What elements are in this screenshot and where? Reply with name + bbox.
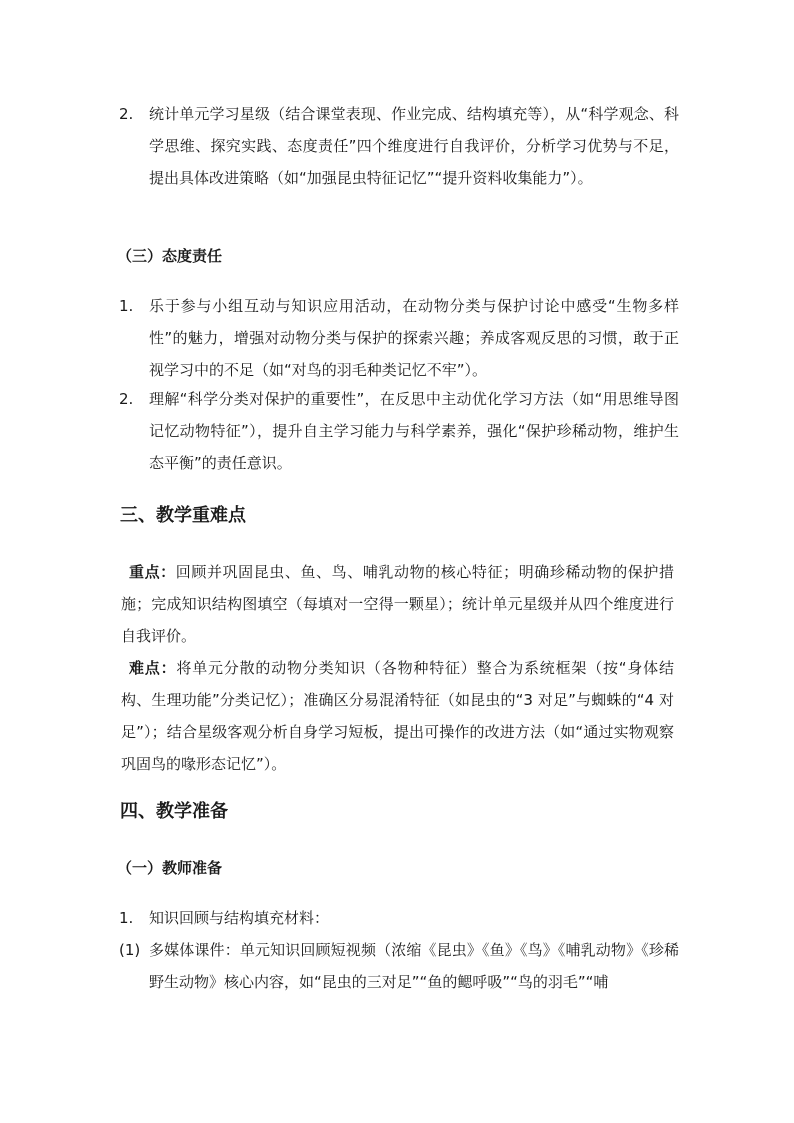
list-number: 1.	[119, 909, 134, 927]
difficult-points-paragraph	[121, 652, 674, 780]
list-item	[119, 902, 679, 934]
subsection-heading-attitude: （三）态度责任	[117, 247, 223, 265]
list-text: 理解“科学分类对保护的重要性”，在反思中主动优化学习方法（如“用思维导图记忆动物特征”），提升自主学习能力与科学素养，强化“保护珍稀动物，维护生态平衡”的责任意识。	[149, 390, 679, 472]
list-number: 2.	[119, 105, 134, 123]
section-heading-key-difficult: 三、教学重难点	[120, 505, 246, 526]
key-points-label: 重点：	[129, 563, 176, 581]
list-item	[119, 290, 679, 386]
key-points-paragraph	[121, 556, 674, 652]
subsection-heading-teacher-prep: （一）教师准备	[117, 859, 223, 877]
list-item	[119, 934, 679, 998]
list-number: 2.	[119, 390, 134, 408]
list-item	[119, 98, 679, 194]
list-text: 统计单元学习星级（结合课堂表现、作业完成、结构填充等），从“科学观念、科学思维、探究实践、态度责任”四个维度进行自我评价，分析学习优势与不足，提出具体改进策略（如“加强昆虫特征记忆”“提升资料收集能力”）。	[149, 105, 679, 187]
list-text: 多媒体课件：单元知识回顾短视频（浓缩《昆虫》《鱼》《鸟》《哺乳动物》《珍稀野生动物》核心内容，如“昆虫的三对足”“鱼的鳃呼吸”“鸟的羽毛”“哺	[149, 941, 679, 991]
list-number: (1)	[119, 941, 141, 959]
list-number: 1.	[119, 297, 134, 315]
key-points-text: 回顾并巩固昆虫、鱼、鸟、哺乳动物的核心特征；明确珍稀动物的保护措施；完成知识结构图填空（每填对一空得一颗星）；统计单元星级并从四个维度进行自我评价。	[121, 563, 674, 645]
section-heading-preparation: 四、教学准备	[120, 801, 228, 822]
difficult-points-label: 难点：	[129, 659, 177, 677]
list-item	[119, 383, 679, 479]
difficult-points-text: 将单元分散的动物分类知识（各物种特征）整合为系统框架（按“身体结构、生理功能”分类记忆）；准确区分易混淆特征（如昆虫的“3 对足”与蜘蛛的“4 对足”）；结合星级客观分析自身学习短板，提出可操作的改进方法（如“通过实物观察巩固鸟的喙形态记忆”）。	[121, 659, 674, 773]
list-text: 知识回顾与结构填充材料：	[149, 909, 330, 927]
list-text: 乐于参与小组互动与知识应用活动，在动物分类与保护讨论中感受“生物多样性”的魅力，增强对动物分类与保护的探索兴趣；养成客观反思的习惯，敢于正视学习中的不足（如“对鸟的羽毛种类记忆不牢”）。	[149, 297, 679, 379]
